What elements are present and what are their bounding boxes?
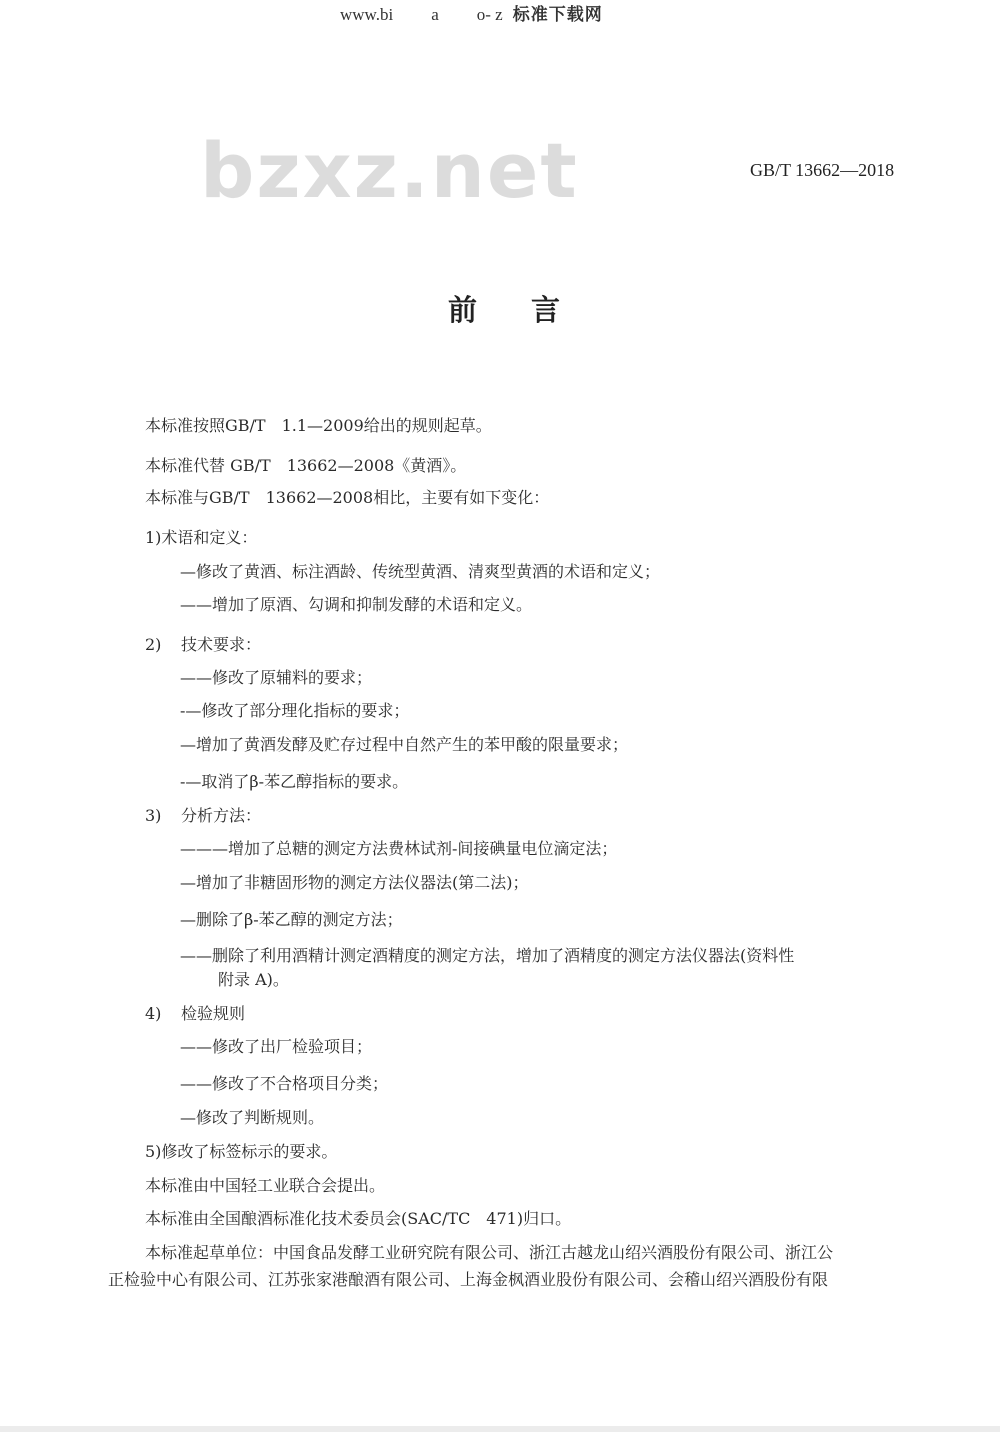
change-item: ———增加了总糖的测定方法费林试剂-间接碘量电位滴定法； — [180, 839, 618, 858]
change-item: —增加了黄酒发酵及贮存过程中自然产生的苯甲酸的限量要求； — [180, 735, 629, 754]
closing-line: 本标准由中国轻工业联合会提出。 — [145, 1176, 386, 1195]
change-item: —修改了黄酒、标注酒龄、传统型黄酒、清爽型黄酒的术语和定义； — [180, 562, 661, 581]
change-item: ——增加了原酒、勾调和抑制发酵的术语和定义。 — [180, 595, 533, 614]
change-item: —增加了非糖固形物的测定方法仪器法(第二法)； — [180, 873, 529, 892]
change-item: —删除了β-苯乙醇的测定方法； — [180, 910, 403, 929]
change-title: 分析方法： — [181, 806, 262, 825]
change-title: 检验规则 — [181, 1004, 246, 1023]
change-heading — [145, 805, 261, 827]
change-item: ——删除了利用酒精计测定酒精度的测定方法，增加了酒精度的测定方法仪器法(资料性 — [180, 946, 795, 965]
closing-line: 本标准起草单位：中国食品发酵工业研究院有限公司、浙江古越龙山绍兴酒股份有限公司、浙江公 — [145, 1243, 834, 1262]
site-name: 标准下载网 — [512, 5, 603, 25]
change-title: 技术要求： — [181, 635, 262, 654]
site-url-part: www.bi — [340, 5, 394, 24]
page-bottom-edge — [0, 1426, 1000, 1432]
change-title: 修改了标签标示的要求。 — [161, 1142, 338, 1161]
closing-line: 正检验中心有限公司、江苏张家港酿酒有限公司、上海金枫酒业股份有限公司、会稽山绍兴酒股份有限 — [108, 1270, 829, 1289]
change-number: 3) — [145, 806, 162, 825]
closing-line: 本标准由全国酿酒标准化技术委员会(SAC/TC 471)归口。 — [145, 1209, 572, 1228]
change-number: 2) — [145, 635, 162, 654]
change-title: 术语和定义： — [161, 528, 258, 547]
change-heading — [145, 1141, 337, 1163]
site-url-part: a — [431, 5, 439, 24]
change-number: 4) — [145, 1004, 162, 1023]
change-item: —修改了判断规则。 — [180, 1108, 325, 1127]
change-heading — [145, 1003, 245, 1025]
intro-line: 本标准按照GB/T 1.1—2009给出的规则起草。 — [145, 416, 492, 435]
change-item: ——修改了原辅料的要求； — [180, 668, 373, 687]
change-item: -—修改了部分理化指标的要求； — [180, 701, 410, 720]
change-number: 1) — [145, 528, 162, 547]
change-item: -—取消了β-苯乙醇指标的要求。 — [180, 772, 409, 791]
site-header — [340, 0, 603, 24]
page-title: 前言 — [448, 293, 615, 327]
change-heading — [145, 634, 261, 656]
change-number: 5) — [145, 1142, 162, 1161]
standard-code: GB/T 13662—2018 — [750, 160, 895, 180]
intro-line: 本标准与GB/T 13662—2008相比，主要有如下变化： — [145, 488, 550, 507]
change-item: 附录 A)。 — [218, 970, 289, 989]
change-item: ——修改了出厂检验项目； — [180, 1037, 373, 1056]
intro-line: 本标准代替 GB/T 13662—2008《黄酒》。 — [145, 456, 467, 475]
site-url-part: o- z — [476, 5, 503, 24]
change-item: ——修改了不合格项目分类； — [180, 1074, 389, 1093]
change-heading — [145, 527, 257, 549]
watermark: bzxz.net — [200, 126, 579, 215]
